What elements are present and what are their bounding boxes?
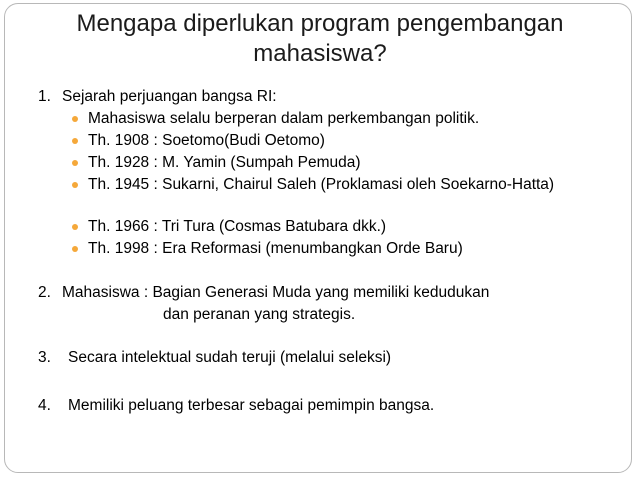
section2-number: 2.: [38, 284, 51, 301]
section3-number: 3.: [38, 349, 51, 366]
section2-line2: dan peranan yang strategis.: [163, 306, 356, 323]
bullet-item: Th. 1928 : M. Yamin (Sumpah Pemuda): [88, 154, 361, 171]
bullet-item: Th. 1998 : Era Reformasi (menumbangkan Orde Baru): [88, 240, 463, 257]
section2-line1: Mahasiswa : Bagian Generasi Muda yang memiliki kedudukan: [62, 284, 490, 301]
bullet-icon: [72, 246, 78, 252]
bullet-icon: [72, 138, 78, 144]
section4-number: 4.: [38, 397, 51, 414]
section4-text: Memiliki peluang terbesar sebagai pemimpin bangsa.: [68, 397, 435, 414]
section1-number: 1.: [38, 88, 51, 105]
bullet-icon: [72, 224, 78, 230]
bullet-item: Th. 1945 : Sukarni, Chairul Saleh (Proklamasi oleh Soekarno-Hatta): [88, 176, 555, 193]
bullet-item: Th. 1908 : Soetomo(Budi Oetomo): [88, 132, 325, 149]
bullet-icon: [72, 182, 78, 188]
bullet-item: Th. 1966 : Tri Tura (Cosmas Batubara dkk.): [88, 218, 387, 235]
section3-text: Secara intelektual sudah teruji (melalui seleksi): [68, 349, 392, 366]
bullet-item: Mahasiswa selalu berperan dalam perkembangan politik.: [88, 110, 480, 127]
section1-heading: Sejarah perjuangan bangsa RI:: [62, 88, 277, 105]
slide-title: Mengapa diperlukan program pengembangan mahasiswa?: [76, 10, 564, 67]
bullet-icon: [72, 116, 78, 122]
bullet-icon: [72, 160, 78, 166]
